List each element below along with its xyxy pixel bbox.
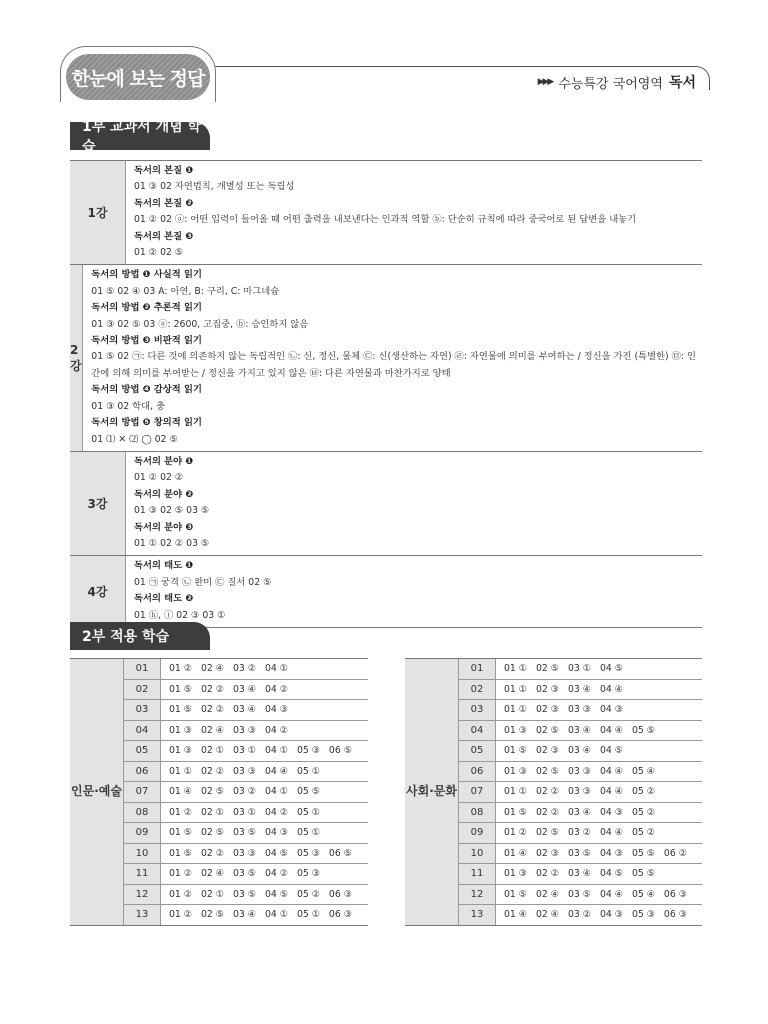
lesson-number: 09 [124,823,161,843]
part2-banner: 2부 적용 학습 [70,622,210,650]
table-row [459,659,702,680]
lesson-answers [83,265,702,450]
answer-cell: 01 ② 02 ⑤ 03 ② 04 ④ 05 ② [504,827,656,839]
lesson-label: 1강 [70,161,126,264]
part2-table-social [405,658,702,926]
table-row [124,700,368,721]
section-heading: 독서의 태도 ❶ [134,560,194,572]
lesson-number: 13 [124,905,161,925]
table-row [459,762,702,783]
answer-cell: 01 ① 02 ③ 03 ③ 04 ③ [504,704,624,716]
answer-line: 01 ① 02 ② 03 ⑤ [134,537,210,549]
answer-grid [70,659,368,926]
lesson-number: 03 [124,700,161,720]
lesson-label: 2강 [70,265,83,450]
section-heading: 독서의 본질 ❸ [134,230,194,242]
section-heading: 독서의 분야 ❶ [134,455,194,467]
lesson-row [70,556,702,628]
lesson-number: 01 [124,659,161,679]
answer-cell: 01 ③ 02 ② 03 ④ 04 ⑤ 05 ⑤ [504,868,656,880]
answer-cell: 01 ② 02 ④ 03 ② 04 ① [169,663,289,675]
area-label-part: 인문 [71,784,95,799]
section-heading: 독서의 분야 ❷ [134,488,194,500]
area-label-part: 문화 [433,784,457,799]
area-label [70,659,124,926]
area-label-part: · [94,784,99,799]
answer-cell: 01 ⑤ 02 ② 03 ③ 04 ⑤ 05 ③ 06 ⑤ [169,847,353,859]
answer-cell: 01 ⑤ 02 ⑤ 03 ⑤ 04 ③ 05 ① [169,827,321,839]
table-row [124,864,368,885]
section-heading: 독서의 태도 ❷ [134,593,194,605]
table-row [124,823,368,844]
lesson-number: 05 [124,741,161,761]
lesson-row [70,265,702,451]
subject-label [538,72,696,92]
section-heading: 독서의 방법 ❶ 사실적 읽기 [91,269,202,281]
lesson-answers [126,452,702,555]
table-row [459,680,702,701]
answer-line: 01 ㉠ 궁격 ㉡ 완미 ㉢ 질서 02 ⑤ [134,576,272,588]
lesson-number: 07 [459,782,496,802]
lesson-number: 09 [459,823,496,843]
table-row [459,803,702,824]
lesson-number: 05 [459,741,496,761]
answer-line: 01 ② 02 ② [134,472,184,484]
answer-line: 01 ⑴ ✕ ⑵ ◯ 02 ⑤ [91,433,178,445]
lesson-number: 02 [124,680,161,700]
part1-banner: 1부 교과서 개념 학습 [70,122,210,150]
lesson-number: 10 [124,844,161,864]
answer-cell: 01 ① 02 ③ 03 ④ 04 ④ [504,683,624,695]
part2-table-humanities [70,658,368,926]
answer-cell: 01 ① 02 ② 03 ③ 04 ④ 05 ② [504,786,656,798]
part1-table [70,160,702,628]
lesson-answers [126,556,702,627]
answer-cell: 01 ⑤ 02 ② 03 ④ 04 ③ [169,704,289,716]
lesson-label: 4강 [70,556,126,627]
answer-grid [405,659,702,926]
lesson-number: 08 [459,803,496,823]
lesson-number: 03 [459,700,496,720]
table-row [459,823,702,844]
section-heading: 독서의 본질 ❶ [134,165,194,176]
answer-cell: 01 ③ 02 ④ 03 ③ 04 ② [169,724,289,736]
lesson-row [70,452,702,556]
answer-cell: 01 ⑤ 02 ② 03 ④ 04 ② [169,683,289,695]
answer-cell: 01 ⑤ 02 ② 03 ④ 04 ③ 05 ② [504,806,656,818]
answer-cell: 01 ④ 02 ④ 03 ② 04 ③ 05 ③ 06 ③ [504,909,688,921]
area-label-part: · [429,784,434,799]
answer-cell: 01 ③ 02 ① 03 ① 04 ① 05 ③ 06 ⑤ [169,745,353,757]
area-label [405,659,459,926]
lesson-number: 11 [124,864,161,884]
lesson-row [70,161,702,265]
answer-cell: 01 ⑤ 02 ③ 03 ④ 04 ⑤ [504,745,624,757]
answer-line: 01 ③ 02 ⑤ 03 ⑤ [134,505,210,517]
lesson-number: 10 [459,844,496,864]
table-row [459,905,702,926]
table-row [459,844,702,865]
answer-cell: 01 ⑤ 02 ④ 03 ⑤ 04 ④ 05 ④ 06 ③ [504,888,688,900]
answer-cell: 01 ④ 02 ③ 03 ⑤ 04 ③ 05 ⑤ 06 ② [504,847,688,859]
area-label-part: 사회 [406,784,430,799]
lesson-number: 07 [124,782,161,802]
table-row [124,803,368,824]
lesson-number: 04 [124,721,161,741]
table-row [124,680,368,701]
answer-cell: 01 ② 02 ① 03 ⑤ 04 ⑤ 05 ② 06 ③ [169,888,353,900]
lesson-number: 04 [459,721,496,741]
table-row [124,762,368,783]
answer-line: 01 ⑤ 02 ④ 03 A: 아연, B: 구리, C: 마그네슘 [91,285,280,297]
section-heading: 독서의 방법 ❸ 비판적 읽기 [91,335,202,347]
table-row [459,885,702,906]
answer-cell: 01 ② 02 ① 03 ① 04 ② 05 ① [169,806,321,818]
answer-cell: 01 ② 02 ⑤ 03 ④ 04 ① 05 ① 06 ③ [169,909,353,921]
section-heading: 독서의 본질 ❷ [134,197,194,209]
answer-line: 01 ③ 02 학대, 충 [91,400,166,412]
lesson-label: 3강 [70,452,126,555]
lesson-number: 12 [459,885,496,905]
lesson-number: 13 [459,905,496,925]
table-row [124,659,368,680]
answer-line: 간에 의해 의미를 부여받는 / 정신을 가지고 있지 않은 ㉥: 다른 자연물과 마찬가지로 양태 [91,367,451,379]
table-row [124,721,368,742]
answer-cell: 01 ③ 02 ⑤ 03 ③ 04 ④ 05 ④ [504,765,656,777]
answer-cell: 01 ③ 02 ⑤ 03 ④ 04 ④ 05 ⑤ [504,724,656,736]
answer-line: 01 ③ 02 ⑤ 03 ⓐ: 2600, 고집중, ⓑ: 승인하지 않음 [91,318,309,330]
answer-cell: 01 ④ 02 ⑤ 03 ② 04 ① 05 ⑤ [169,786,321,798]
section-heading: 독서의 분야 ❸ [134,521,194,533]
lesson-number: 06 [124,762,161,782]
table-row [459,721,702,742]
lesson-answers [126,161,702,264]
table-row [459,782,702,803]
section-heading: 독서의 방법 ❹ 감상적 읽기 [91,384,202,396]
answer-line: 01 ⑤ 02 ㉠: 다른 것에 의존하지 않는 독립적인 ㉡: 신, 정신, 물체 ㉢: 신(생산하는 자연) ㉣: 자연물에 의미를 부여하는 / 정신을 가진 (특별한) ㉤: 인 [91,351,696,363]
lesson-number: 01 [459,659,496,679]
answer-cell: 01 ① 02 ⑤ 03 ① 04 ⑤ [504,663,624,675]
table-row [459,741,702,762]
page-title: 한눈에 보는 정답 [66,54,210,100]
table-row [124,844,368,865]
section-heading: 독서의 방법 ❷ 추론적 읽기 [91,302,202,314]
lesson-number: 08 [124,803,161,823]
answer-rows [459,659,702,926]
answer-line: 01 ③ 02 자연법칙, 개별성 또는 독립성 [134,181,295,193]
answer-cell: 01 ① 02 ② 03 ③ 04 ④ 05 ① [169,765,321,777]
table-row [124,782,368,803]
answer-cell: 01 ② 02 ④ 03 ⑤ 04 ② 05 ③ [169,868,321,880]
section-heading: 독서의 방법 ❺ 창의적 읽기 [91,417,202,429]
answer-line: 01 ② 02 ⓐ: 어떤 입력이 들어올 때 어떤 출력을 내보낸다는 인과적 역할 ⓑ: 단순히 규칙에 따라 중국어로 된 답변을 내놓기 [134,214,637,226]
table-row [124,741,368,762]
answer-line: 01 ⓗ, ⓘ 02 ③ 03 ① [134,609,226,621]
table-row [459,700,702,721]
lesson-number: 02 [459,680,496,700]
lesson-number: 12 [124,885,161,905]
subject-name: 독서 [668,75,696,91]
table-row [124,885,368,906]
area-label-part: 예술 [98,784,122,799]
lesson-number: 06 [459,762,496,782]
answer-line: 01 ② 02 ⑤ [134,247,184,259]
table-row [124,905,368,926]
subject-prefix: 수능특강 국어영역 [558,76,663,92]
triple-arrow-icon: ▶▶▶ [537,77,553,87]
answer-rows [124,659,368,926]
lesson-number: 11 [459,864,496,884]
table-row [459,864,702,885]
